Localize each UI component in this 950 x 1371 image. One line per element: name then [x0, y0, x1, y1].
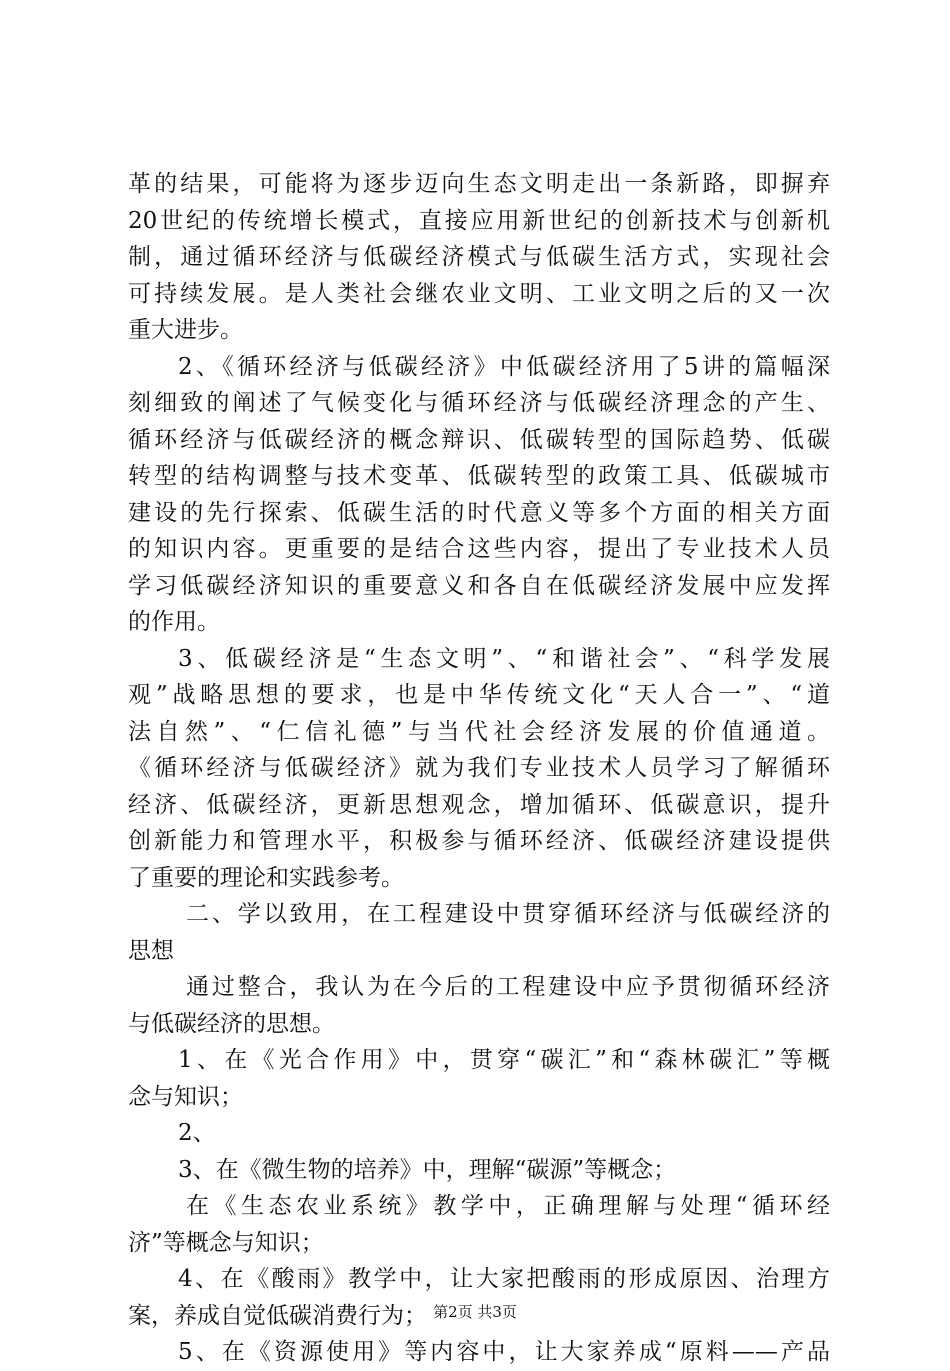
- text-line: 重大进步。: [128, 317, 243, 343]
- section-heading: 二、学以致用，在工程建设中贯穿循环经济与低碳经济的: [186, 901, 830, 927]
- text-line: 可持续发展。是人类社会继农业文明、工业文明之后的又一次: [128, 280, 830, 307]
- text-line: 建设的先行探索、低碳生活的时代意义等多个方面的相关方面: [128, 499, 830, 526]
- text-line: 刻细致的阐述了气候变化与循环经济与低碳经济理念的产生、: [128, 390, 830, 416]
- list-item: 1、在《光合作用》中，贯穿“碳汇”和“森林碳汇”等概: [178, 1047, 830, 1073]
- text-line: 的作用。: [128, 609, 220, 635]
- list-item: 4、在《酸雨》教学中，让大家把酸雨的形成原因、治理方: [178, 1266, 830, 1292]
- text-line: 经济、低碳经济，更新思想观念，增加循环、低碳意识，提升: [128, 791, 830, 818]
- text-line: 念与知识；: [128, 1083, 243, 1110]
- text-line: 《循环经济与低碳经济》就为我们专业技术人员学习了解循环: [128, 755, 830, 781]
- text-line: 制，通过循环经济与低碳经济模式与低碳生活方式，实现社会: [128, 244, 830, 270]
- section-heading-continued: 思想: [128, 937, 174, 964]
- text-line: 创新能力和管理水平，积极参与循环经济、低碳经济建设提供: [128, 828, 830, 854]
- text-line: 循环经济与低碳经济的概念辩识、低碳转型的国际趋势、低碳: [128, 426, 830, 453]
- list-item: 5、在《资源使用》等内容中，让大家养成“原料——产品: [178, 1339, 830, 1365]
- text-line: 20世纪的传统增长模式，直接应用新世纪的创新技术与创新机: [128, 207, 830, 234]
- paragraph-start: 2、《循环经济与低碳经济》中低碳经济用了5讲的篇幅深: [178, 353, 830, 380]
- paragraph-start: 3、低碳经济是“生态文明”、“和谐社会”、“科学发展: [178, 645, 830, 672]
- text-line: 与低碳经济的思想。: [128, 1010, 335, 1037]
- text-line: 革的结果，可能将为逐步迈向生态文明走出一条新路，即摒弃: [128, 171, 830, 197]
- paragraph-start: 在《生态农业系统》教学中，正确理解与处理“循环经: [186, 1193, 830, 1219]
- paragraph-start: 通过整合，我认为在今后的工程建设中应予贯彻循环经济: [186, 974, 830, 1000]
- text-line: 的知识内容。更重要的是结合这些内容，提出了专业技术人员: [128, 536, 830, 562]
- list-item: 2、: [178, 1120, 216, 1146]
- text-line: 济”等概念与知识；: [128, 1229, 324, 1256]
- page-footer: 第2页 共3页: [433, 1303, 517, 1321]
- document-body: [128, 166, 830, 1371]
- list-item: 3、在《微生物的培养》中，理解“碳源”等概念；: [178, 1156, 677, 1183]
- text-line: 转型的结构调整与技术变革、低碳转型的政策工具、低碳城市: [128, 463, 830, 489]
- text-line: 观”战略思想的要求，也是中华传统文化“天人合一”、“道: [128, 682, 830, 708]
- text-line: 学习低碳经济知识的重要意义和各自在低碳经济发展中应发挥: [128, 572, 830, 599]
- text-line: 了重要的理论和实践参考。: [128, 864, 404, 891]
- text-line: 案，养成自觉低碳消费行为；: [128, 1302, 427, 1329]
- text-line: 法自然”、“仁信礼德”与当代社会经济发展的价值通道。: [128, 718, 830, 745]
